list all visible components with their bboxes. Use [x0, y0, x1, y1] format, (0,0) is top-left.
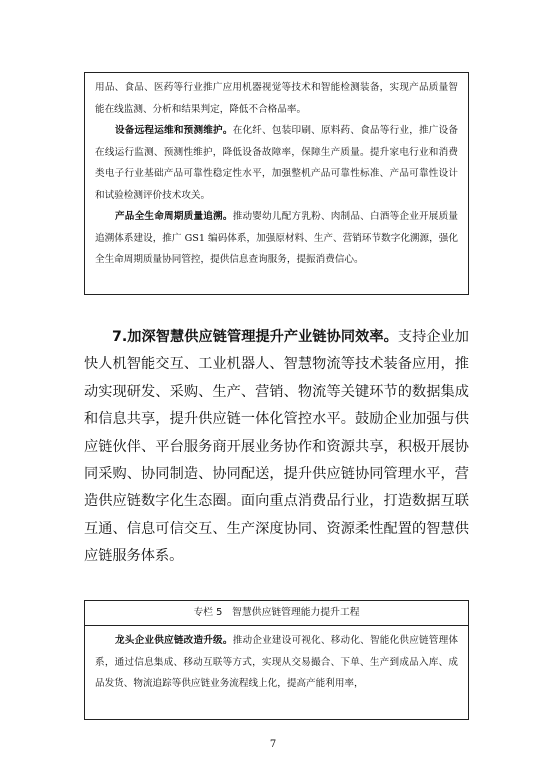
callout-paragraph [95, 206, 458, 271]
callout-paragraph-text: 在化纤、包装印刷、原料药、食品等行业，推广设备在线运行监测、预测性维护，降低设备故障率，保障生产质量。提升家电行业和消费类电子行业基础产品可靠性稳定性水平，加强整机产品可靠性标准、产品可靠性设计和试验检测评价技术攻关。 [95, 125, 459, 201]
callout-header: 专栏 5 智慧供应链管理能力提升工程 [85, 601, 468, 626]
callout-body [85, 626, 468, 695]
callout-paragraph-title: 设备远程运维和预测维护。 [115, 125, 233, 136]
callout-box-quality [84, 72, 469, 295]
body-paragraph [84, 324, 469, 571]
body-text: 支持企业加快人机智能交互、工业机器人、智慧物流等技术装备应用，推动实现研发、采购、生产、营销、物流等关键环节的数据集成和信息共享，提升供应链一体化管控水平。鼓励企业加强与供应链伙伴、平台服务商开展业务协作和资源共享，积极开展协同采购、协同制造、协同配送，提升供应链协同管理水平，营造供应链数字化生态圈。面向重点消费品行业，打造数据互联互通、信息可信交互、生产深度协同、资源柔性配置的智慧供应链服务体系。 [84, 329, 469, 565]
callout-paragraph-text: 推动婴幼儿配方乳粉、肉制品、白酒等企业开展质量追溯体系建设，推广 GS1 编码体系，加强原材料、生产、营销环节数字化溯源，强化全生命周期质量协同管控，提供信息查询服务，提振消费信心。 [95, 211, 459, 265]
section-heading: 7.加深智慧供应链管理提升产业链协同效率。 [112, 329, 398, 345]
page-number: 7 [269, 739, 277, 750]
callout-box-supply-chain [84, 600, 469, 720]
callout-paragraph-title: 龙头企业供应链改造升级。 [115, 635, 233, 646]
callout-paragraph [95, 630, 458, 695]
callout-paragraph-title: 产品全生命周期质量追溯。 [115, 211, 233, 222]
callout-paragraph [95, 120, 458, 206]
callout-paragraph: 用品、食品、医药等行业推广应用机器视觉等技术和智能检测装备，实现产品质量智能在线监测、分析和结果判定，降低不合格品率。 [95, 82, 458, 115]
callout-paragraph-text: 推动企业建设可视化、移动化、智能化供应链管理体系，通过信息集成、移动互联等方式，实现从交易撮合、下单、生产到成品入库、成品发货、物流追踪等供应链业务流程线上化，提高产能利用率， [95, 635, 459, 689]
